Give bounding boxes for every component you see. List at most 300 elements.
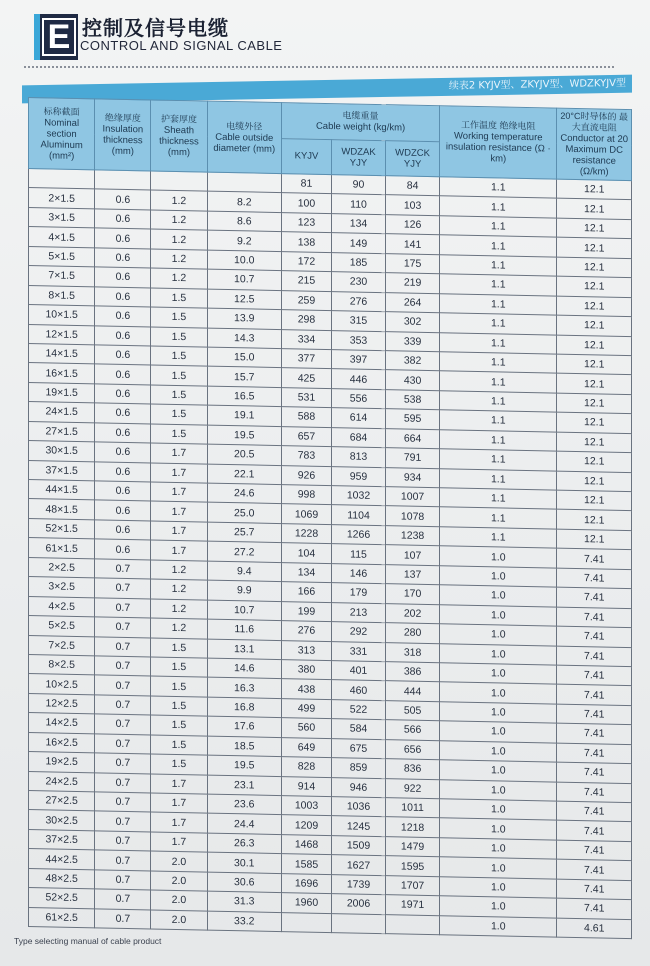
cell-wdzck: 656: [386, 739, 440, 760]
cell-wdzak: 397: [331, 350, 385, 371]
cell-outer-diameter: 26.3: [207, 833, 281, 854]
cell-wdzck: 595: [386, 409, 440, 430]
cell-outer-diameter: 19.5: [207, 755, 281, 776]
cell-insulation: 0.6: [95, 306, 151, 327]
cell-outer-diameter: 9.2: [207, 230, 281, 251]
col-insulation: [95, 99, 151, 171]
cell-sheath: 1.5: [151, 365, 207, 386]
cell-sheath: 1.7: [151, 482, 207, 503]
cell-insulation: 0.7: [95, 850, 151, 871]
cell-nominal: 44×2.5: [29, 849, 95, 870]
cell-kyjv: 1069: [282, 504, 332, 524]
cell-insulation: 0.6: [95, 189, 151, 210]
cell-nominal: 4×1.5: [29, 227, 95, 248]
cell-insulation: 0.7: [95, 772, 151, 793]
cell-nominal: 8×1.5: [29, 285, 95, 306]
cell-insulation-resistance: 1.1: [440, 488, 557, 510]
cell-dc-resistance: 12.1: [557, 451, 632, 472]
cell-sheath: 1.2: [151, 210, 207, 231]
cell-wdzak: 1627: [331, 855, 385, 876]
cell-kyjv: 215: [282, 271, 332, 291]
cell-wdzck: 339: [386, 331, 440, 352]
cell-nominal: 2×1.5: [29, 188, 95, 209]
cell-dc-resistance: 7.41: [557, 743, 632, 764]
cell-nominal: [29, 169, 95, 190]
cell-wdzak: 353: [331, 330, 385, 351]
cell-insulation: 0.7: [95, 831, 151, 852]
cell-sheath: 1.5: [151, 696, 207, 717]
cell-insulation: 0.6: [95, 228, 151, 249]
cell-insulation-resistance: 1.1: [440, 332, 557, 354]
cell-kyjv: 1228: [282, 523, 332, 543]
cell-nominal: 37×1.5: [29, 460, 95, 481]
cell-outer-diameter: 14.3: [207, 328, 281, 349]
cell-outer-diameter: 18.5: [207, 736, 281, 757]
cell-nominal: 7×1.5: [29, 266, 95, 287]
cell-wdzak: 1104: [331, 505, 385, 526]
cell-outer-diameter: 15.7: [207, 366, 281, 387]
cell-wdzck: 1595: [386, 856, 440, 877]
cell-insulation-resistance: 1.0: [440, 915, 557, 937]
cell-wdzak: 90: [331, 175, 385, 196]
cell-insulation: 0.7: [95, 870, 151, 891]
cell-nominal: 44×1.5: [29, 480, 95, 501]
cell-kyjv: 259: [282, 290, 332, 310]
cell-dc-resistance: 7.41: [557, 821, 632, 842]
cell-dc-resistance: 7.41: [557, 704, 632, 725]
cell-wdzck: 202: [386, 603, 440, 624]
cell-dc-resistance: 12.1: [557, 510, 632, 531]
col-nominal-en: Nominal section Aluminum (mm²): [40, 116, 83, 162]
cell-kyjv: 100: [282, 193, 332, 213]
cell-insulation-resistance: 1.1: [440, 468, 557, 490]
cell-sheath: 1.2: [151, 599, 207, 620]
cell-wdzak: 110: [331, 194, 385, 215]
cell-kyjv: 123: [282, 212, 332, 232]
cell-dc-resistance: 7.41: [557, 859, 632, 880]
cell-nominal: 12×2.5: [29, 693, 95, 714]
cell-wdzak: 1509: [331, 835, 385, 856]
cell-sheath: 1.5: [151, 676, 207, 697]
cell-dc-resistance: 12.1: [557, 218, 632, 239]
cell-kyjv: 134: [282, 562, 332, 582]
cell-wdzck: 664: [386, 428, 440, 449]
cell-insulation-resistance: 1.0: [440, 585, 557, 607]
cell-sheath: 1.7: [151, 812, 207, 833]
cell-insulation: 0.6: [95, 248, 151, 269]
cell-outer-diameter: 19.1: [207, 405, 281, 426]
col-sheath-en: Sheath thickness (mm): [159, 124, 199, 159]
cell-wdzck: 107: [386, 545, 440, 566]
cell-outer-diameter: 13.9: [207, 308, 281, 329]
cell-wdzak: 2006: [331, 894, 385, 915]
table-header: [29, 98, 632, 181]
page-title-en: CONTROL AND SIGNAL CABLE: [80, 38, 283, 53]
cell-outer-diameter: 16.5: [207, 386, 281, 407]
cell-wdzak: [331, 913, 385, 934]
cell-dc-resistance: 7.41: [557, 898, 632, 919]
col-sheath: [151, 100, 207, 172]
cell-insulation: 0.6: [95, 209, 151, 230]
cell-sheath: 2.0: [151, 910, 207, 931]
cell-sheath: 1.7: [151, 832, 207, 853]
cell-insulation: 0.7: [95, 656, 151, 677]
cell-wdzak: 556: [331, 388, 385, 409]
cell-insulation-resistance: 1.1: [440, 449, 557, 471]
cell-outer-diameter: 23.6: [207, 794, 281, 815]
cell-dc-resistance: 12.1: [557, 199, 632, 220]
cell-dc-resistance: 7.41: [557, 684, 632, 705]
cell-wdzak: 230: [331, 272, 385, 293]
cell-kyjv: [282, 912, 332, 932]
cell-dc-resistance: 7.41: [557, 665, 632, 686]
cell-outer-diameter: 12.5: [207, 289, 281, 310]
cell-wdzck: 137: [386, 564, 440, 585]
cell-outer-diameter: 23.1: [207, 775, 281, 796]
cell-wdzck: 1971: [386, 895, 440, 916]
cell-wdzak: 446: [331, 369, 385, 390]
cell-insulation: 0.6: [95, 461, 151, 482]
cell-nominal: 24×1.5: [29, 402, 95, 423]
cell-insulation-resistance: 1.1: [440, 429, 557, 451]
cell-insulation: 0.7: [95, 636, 151, 657]
cell-nominal: 48×1.5: [29, 499, 95, 520]
cell-insulation-resistance: 1.0: [440, 663, 557, 685]
cell-dc-resistance: 12.1: [557, 257, 632, 278]
cell-nominal: 19×2.5: [29, 752, 95, 773]
cell-wdzak: 276: [331, 291, 385, 312]
cell-sheath: 1.2: [151, 190, 207, 211]
col-outer-diameter: [207, 101, 281, 173]
cell-wdzck: 934: [386, 467, 440, 488]
cell-wdzck: 103: [386, 195, 440, 216]
cell-dc-resistance: 12.1: [557, 237, 632, 258]
cell-kyjv: 998: [282, 485, 332, 505]
cell-nominal: 27×2.5: [29, 791, 95, 812]
cell-wdzak: 185: [331, 252, 385, 273]
col-dc-en: Conductor at 20 Maximum DC resistance (Ω/km): [560, 132, 629, 178]
col-weight-en: Cable weight (kg/km): [315, 121, 406, 134]
cell-sheath: 2.0: [151, 890, 207, 911]
cell-dc-resistance: 12.1: [557, 393, 632, 414]
cell-insulation-resistance: 1.1: [440, 391, 557, 413]
cell-outer-diameter: 31.3: [207, 891, 281, 912]
cell-wdzck: 538: [386, 389, 440, 410]
col-wdzak: WDZAK YJY: [331, 139, 385, 176]
cell-outer-diameter: 27.2: [207, 541, 281, 562]
cell-sheath: 1.5: [151, 754, 207, 775]
cell-insulation-resistance: 1.0: [440, 721, 557, 743]
cell-sheath: 1.5: [151, 404, 207, 425]
cell-insulation: 0.7: [95, 617, 151, 638]
cell-dc-resistance: 12.1: [557, 471, 632, 492]
cell-dc-resistance: 12.1: [557, 179, 632, 200]
cell-insulation: 0.7: [95, 734, 151, 755]
cell-wdzak: 1245: [331, 816, 385, 837]
cell-sheath: 1.7: [151, 463, 207, 484]
col-kyjv: KYJV: [282, 138, 332, 175]
cell-dc-resistance: 12.1: [557, 315, 632, 336]
cell-nominal: 14×1.5: [29, 343, 95, 364]
cell-kyjv: 438: [282, 679, 332, 699]
cell-insulation-resistance: 1.1: [440, 527, 557, 549]
cell-insulation: 0.7: [95, 695, 151, 716]
cell-sheath: 1.5: [151, 657, 207, 678]
cell-insulation-resistance: 1.0: [440, 838, 557, 860]
cell-nominal: 61×1.5: [29, 538, 95, 559]
cell-outer-diameter: 20.5: [207, 444, 281, 465]
cell-wdzak: 1036: [331, 797, 385, 818]
cell-wdzak: 1266: [331, 524, 385, 545]
cell-outer-diameter: 15.0: [207, 347, 281, 368]
cell-kyjv: 425: [282, 368, 332, 388]
cell-dc-resistance: 7.41: [557, 801, 632, 822]
cell-kyjv: 649: [282, 737, 332, 757]
cell-wdzck: 175: [386, 253, 440, 274]
col-temp-en: Working temperature insulation resistance (Ω · km): [445, 130, 551, 165]
cell-insulation: 0.6: [95, 423, 151, 444]
cell-insulation-resistance: 1.1: [440, 196, 557, 218]
cell-wdzck: 382: [386, 351, 440, 372]
cell-kyjv: 783: [282, 446, 332, 466]
cell-outer-diameter: 10.7: [207, 269, 281, 290]
cell-sheath: 1.5: [151, 385, 207, 406]
cell-insulation: 0.7: [95, 811, 151, 832]
cell-outer-diameter: 16.8: [207, 697, 281, 718]
cell-nominal: 16×1.5: [29, 363, 95, 384]
cell-dc-resistance: 7.41: [557, 762, 632, 783]
col-dc-cn: 20°C时导体的 最大直流电阻: [560, 110, 629, 133]
page-title-cn: 控制及信号电缆: [82, 16, 229, 40]
col-od-cn: 电缆外径: [226, 120, 263, 132]
cell-nominal: 4×2.5: [29, 596, 95, 617]
cell-insulation-resistance: 1.1: [440, 313, 557, 335]
cell-insulation-resistance: 1.0: [440, 682, 557, 704]
cell-insulation-resistance: 1.1: [440, 507, 557, 529]
cell-dc-resistance: 7.41: [557, 548, 632, 569]
cell-sheath: 1.5: [151, 715, 207, 736]
cell-insulation: 0.7: [95, 578, 151, 599]
cell-sheath: 1.2: [151, 579, 207, 600]
col-wdzck: WDZCK YJY: [386, 140, 440, 177]
cell-kyjv: 588: [282, 407, 332, 427]
cell-nominal: 14×2.5: [29, 713, 95, 734]
cell-insulation: 0.6: [95, 539, 151, 560]
cell-outer-diameter: 19.5: [207, 425, 281, 446]
cell-outer-diameter: 30.6: [207, 872, 281, 893]
col-od-en: Cable outside diameter (mm): [213, 131, 276, 155]
cell-insulation: 0.6: [95, 345, 151, 366]
cell-wdzck: 264: [386, 292, 440, 313]
cell-sheath: 1.5: [151, 424, 207, 445]
cell-outer-diameter: 25.0: [207, 503, 281, 524]
cell-insulation-resistance: 1.0: [440, 740, 557, 762]
cell-insulation-resistance: 1.0: [440, 877, 557, 899]
cell-wdzak: 179: [331, 583, 385, 604]
cell-wdzak: 614: [331, 408, 385, 429]
col-nominal-cn: 标称截面: [43, 105, 80, 117]
cell-insulation: 0.7: [95, 792, 151, 813]
cell-outer-diameter: 22.1: [207, 464, 281, 485]
cell-insulation: 0.6: [95, 520, 151, 541]
cell-insulation: 0.6: [95, 325, 151, 346]
cell-kyjv: 828: [282, 757, 332, 777]
cell-kyjv: 560: [282, 718, 332, 738]
cell-outer-diameter: 24.6: [207, 483, 281, 504]
cell-nominal: 61×2.5: [29, 907, 95, 928]
cell-wdzak: 813: [331, 447, 385, 468]
cell-nominal: 7×2.5: [29, 635, 95, 656]
cell-sheath: 2.0: [151, 851, 207, 872]
cell-kyjv: 1960: [282, 893, 332, 913]
cell-wdzak: 331: [331, 641, 385, 662]
cell-outer-diameter: 10.0: [207, 250, 281, 271]
cell-nominal: 2×2.5: [29, 557, 95, 578]
cell-wdzak: 959: [331, 466, 385, 487]
cell-outer-diameter: 8.2: [207, 192, 281, 213]
cell-outer-diameter: 11.6: [207, 619, 281, 640]
cell-dc-resistance: 12.1: [557, 373, 632, 394]
cell-wdzck: 836: [386, 759, 440, 780]
cell-kyjv: 377: [282, 349, 332, 369]
cell-insulation-resistance: 1.0: [440, 799, 557, 821]
cell-nominal: 3×1.5: [29, 207, 95, 228]
cell-sheath: 1.5: [151, 326, 207, 347]
cell-wdzck: 566: [386, 720, 440, 741]
cell-dc-resistance: 12.1: [557, 296, 632, 317]
cell-insulation-resistance: 1.1: [440, 235, 557, 257]
cell-insulation: 0.7: [95, 714, 151, 735]
cell-dc-resistance: 7.41: [557, 607, 632, 628]
cell-kyjv: 499: [282, 698, 332, 718]
cell-kyjv: 276: [282, 621, 332, 641]
cell-insulation: 0.6: [95, 442, 151, 463]
cell-kyjv: 334: [282, 329, 332, 349]
cell-insulation-resistance: 1.1: [440, 293, 557, 315]
cell-insulation-resistance: 1.0: [440, 818, 557, 840]
cell-sheath: 1.7: [151, 501, 207, 522]
cell-nominal: 52×1.5: [29, 518, 95, 539]
cell-insulation-resistance: 1.1: [440, 371, 557, 393]
cell-nominal: 10×2.5: [29, 674, 95, 695]
cell-nominal: 30×2.5: [29, 810, 95, 831]
cell-nominal: 19×1.5: [29, 382, 95, 403]
cell-nominal: 10×1.5: [29, 305, 95, 326]
cell-nominal: 16×2.5: [29, 732, 95, 753]
cell-insulation-resistance: 1.0: [440, 857, 557, 879]
cell-insulation-resistance: 1.0: [440, 546, 557, 568]
cell-dc-resistance: 12.1: [557, 276, 632, 297]
cell-wdzck: 430: [386, 370, 440, 391]
cell-nominal: 52×2.5: [29, 888, 95, 909]
cell-nominal: 30×1.5: [29, 441, 95, 462]
cell-dc-resistance: 12.1: [557, 335, 632, 356]
cell-dc-resistance: 12.1: [557, 529, 632, 550]
cell-insulation: [95, 170, 151, 191]
cell-dc-resistance: 12.1: [557, 490, 632, 511]
cell-insulation-resistance: 1.0: [440, 702, 557, 724]
cell-wdzak: 1739: [331, 874, 385, 895]
cell-dc-resistance: 7.41: [557, 626, 632, 647]
cell-nominal: 48×2.5: [29, 868, 95, 889]
cell-outer-diameter: 9.4: [207, 561, 281, 582]
col-dc-resistance: [557, 108, 632, 180]
cell-sheath: 1.7: [151, 540, 207, 561]
cell-wdzck: 219: [386, 273, 440, 294]
cell-dc-resistance: 12.1: [557, 432, 632, 453]
cell-insulation-resistance: 1.0: [440, 760, 557, 782]
cell-dc-resistance: 7.41: [557, 646, 632, 667]
cell-insulation: 0.7: [95, 889, 151, 910]
cell-wdzak: 460: [331, 680, 385, 701]
cell-wdzak: 401: [331, 661, 385, 682]
col-weight-cn: 电缆重量: [342, 110, 379, 122]
cell-nominal: 27×1.5: [29, 421, 95, 442]
cell-nominal: 8×2.5: [29, 654, 95, 675]
cell-wdzak: 213: [331, 602, 385, 623]
cell-insulation: 0.6: [95, 500, 151, 521]
cell-outer-diameter: 14.6: [207, 658, 281, 679]
cell-sheath: 1.5: [151, 346, 207, 367]
cell-outer-diameter: 24.4: [207, 814, 281, 835]
cell-wdzck: 1707: [386, 875, 440, 896]
cell-sheath: 1.2: [151, 268, 207, 289]
cell-dc-resistance: 7.41: [557, 879, 632, 900]
col-nominal: [29, 98, 95, 170]
cell-wdzck: 141: [386, 234, 440, 255]
cell-insulation: 0.7: [95, 559, 151, 580]
cell-insulation: 0.6: [95, 403, 151, 424]
cell-outer-diameter: 8.6: [207, 211, 281, 232]
cell-insulation-resistance: 1.1: [440, 352, 557, 374]
cell-nominal: 5×2.5: [29, 616, 95, 637]
cell-sheath: 1.5: [151, 637, 207, 658]
cell-sheath: 1.2: [151, 560, 207, 581]
cell-wdzak: 146: [331, 563, 385, 584]
cell-kyjv: 1468: [282, 834, 332, 854]
cell-insulation: 0.7: [95, 753, 151, 774]
cell-wdzck: 922: [386, 778, 440, 799]
cell-insulation: 0.7: [95, 675, 151, 696]
cell-insulation-resistance: 1.0: [440, 624, 557, 646]
col-insulation-en: Insulation thickness (mm): [102, 123, 144, 158]
cell-sheath: [151, 171, 207, 192]
cell-wdzak: 946: [331, 777, 385, 798]
cell-insulation: 0.6: [95, 481, 151, 502]
cell-wdzck: 1011: [386, 798, 440, 819]
cell-sheath: 1.5: [151, 307, 207, 328]
cell-dc-resistance: 12.1: [557, 354, 632, 375]
cell-wdzck: 126: [386, 215, 440, 236]
cell-nominal: 24×2.5: [29, 771, 95, 792]
cell-sheath: 1.5: [151, 735, 207, 756]
cell-insulation: 0.6: [95, 267, 151, 288]
cell-kyjv: 104: [282, 543, 332, 563]
cell-wdzak: 315: [331, 311, 385, 332]
cell-insulation-resistance: 1.1: [440, 216, 557, 238]
cell-sheath: 1.7: [151, 443, 207, 464]
col-weight-group: [282, 103, 440, 142]
cell-insulation-resistance: 1.0: [440, 566, 557, 588]
cell-insulation-resistance: 1.0: [440, 643, 557, 665]
cell-outer-diameter: 13.1: [207, 639, 281, 660]
cell-wdzck: 444: [386, 681, 440, 702]
cell-kyjv: 81: [282, 174, 332, 194]
cell-nominal: 37×2.5: [29, 829, 95, 850]
cell-sheath: 1.2: [151, 229, 207, 250]
cell-kyjv: 1696: [282, 873, 332, 893]
cell-insulation-resistance: 1.1: [440, 177, 557, 199]
